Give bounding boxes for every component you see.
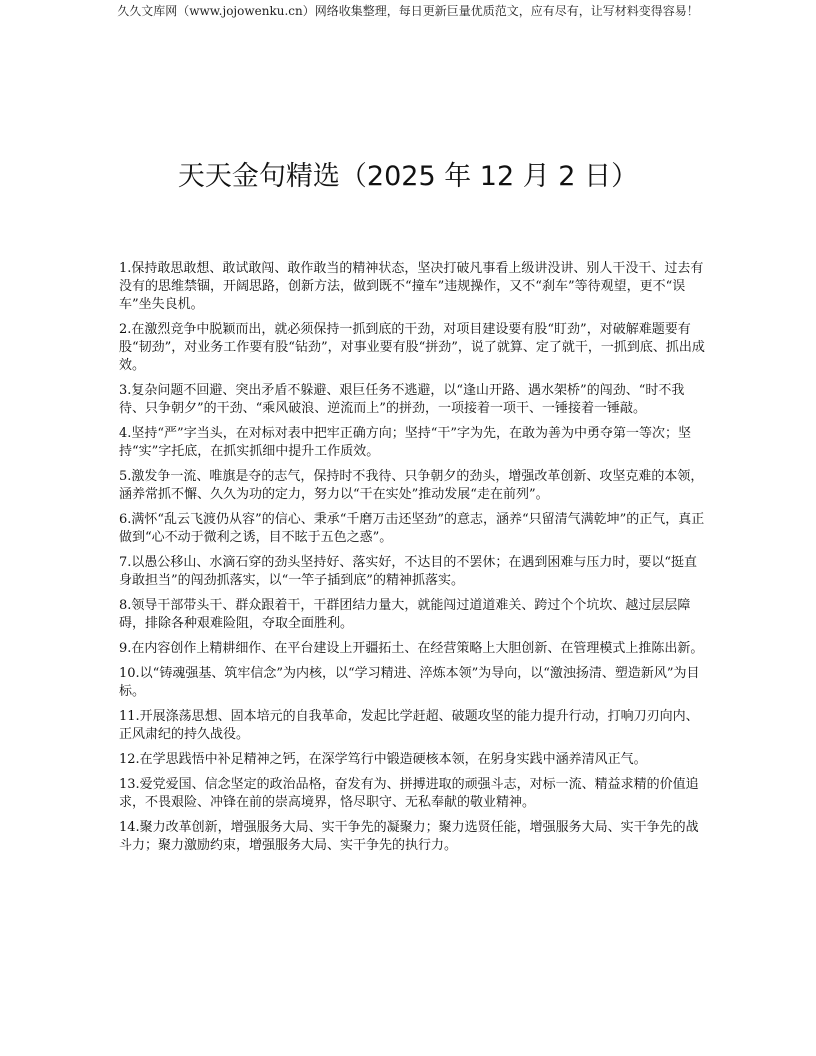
quote-item: 6.满怀“乱云飞渡仍从容”的信心、秉承“千磨万击还坚劲”的意志，涵养“只留清气满乾坤”的正气，真正做到“心不动于微利之诱，目不眩于五色之惑”。 (119, 512, 705, 545)
site-header-note: 久久文库网（www.jojowenku.cn）网络收集整理，每日更新巨量优质范文，应有尽有，让写材料变得容易！ (117, 4, 699, 18)
quote-list (119, 260, 709, 862)
quote-item: 13.爱党爱国、信念坚定的政治品格，奋发有为、拼搏进取的顽强斗志，对标一流、精益求精的价值追求，不畏艰险、冲锋在前的崇高境界，恪尽职守、无私奉献的敬业精神。 (119, 777, 699, 810)
quote-item: 3.复杂问题不回避、突出矛盾不躲避、艰巨任务不逃避，以“逢山开路、遇水架桥”的闯劲、“时不我待、只争朝夕”的干劲、“乘风破浪、逆流而上”的拼劲，一项接着一项干、一锤接着一锤敲。 (119, 383, 685, 416)
quote-item: 14.聚力改革创新，增强服务大局、实干争先的凝聚力；聚力选贤任能，增强服务大局、实干争先的战斗力；聚力激励约束，增强服务大局、实干争先的执行力。 (119, 820, 699, 853)
quote-item: 11.开展涤荡思想、固本培元的自我革命，发起比学赶超、破题攻坚的能力提升行动，打响刀刃向内、正风肃纪的持久战役。 (119, 709, 699, 742)
quote-item: 4.坚持“严”字当头，在对标对表中把牢正确方向；坚持“干”字为先，在敢为善为中勇夺第一等次；坚持“实”字托底，在抓实抓细中提升工作质效。 (119, 426, 691, 459)
quote-item: 8.领导干部带头干、群众跟着干，干群团结力量大，就能闯过道道难关、跨过个个坑坎、越过层层障碍，排除各种艰难险阻，夺取全面胜利。 (119, 598, 691, 631)
quote-item: 12.在学思践悟中补足精神之钙，在深学笃行中锻造硬核本领，在躬身实践中涵养清风正气。 (119, 752, 647, 767)
quote-item: 7.以愚公移山、水滴石穿的劲头坚持好、落实好，不达目的不罢休；在遇到困难与压力时，要以“挺直身敢担当”的闯劲抓落实，以“一竿子插到底”的精神抓落实。 (119, 555, 698, 588)
quote-item: 5.激发争一流、唯旗是夺的志气，保持时不我待、只争朝夕的劲头，增强改革创新、攻坚克难的本领，涵养常抓不懈、久久为功的定力，努力以“干在实处”推动发展“走在前列”。 (119, 469, 704, 502)
quote-item: 1.保持敢思敢想、敢试敢闯、敢作敢当的精神状态，坚决打破凡事看上级讲没讲、别人干没干、过去有没有的思维禁锢，开阔思路，创新方法，做到既不“撞车”违规操作，又不“刹车”等待观望，更不“误车”坐失良机。 (119, 261, 704, 312)
quote-item: 9.在内容创作上精耕细作、在平台建设上开疆拓土、在经营策略上大胆创新、在管理模式上推陈出新。 (119, 641, 704, 656)
quote-item: 10.以“铸魂强基、筑牢信念”为内核，以“学习精进、淬炼本领”为导向，以“激浊扬清、塑造新风”为目标。 (119, 666, 700, 699)
document-title: 天天金句精选（2025 年 12 月 2 日） (177, 161, 639, 192)
quote-item: 2.在激烈竞争中脱颖而出，就必须保持一抓到底的干劲，对项目建设要有股“盯劲”，对破解难题要有股“韧劲”，对业务工作要有股“钻劲”，对事业要有股“拼劲”，说了就算、定了就干，一抓到底、抓出成效。 (119, 322, 705, 373)
